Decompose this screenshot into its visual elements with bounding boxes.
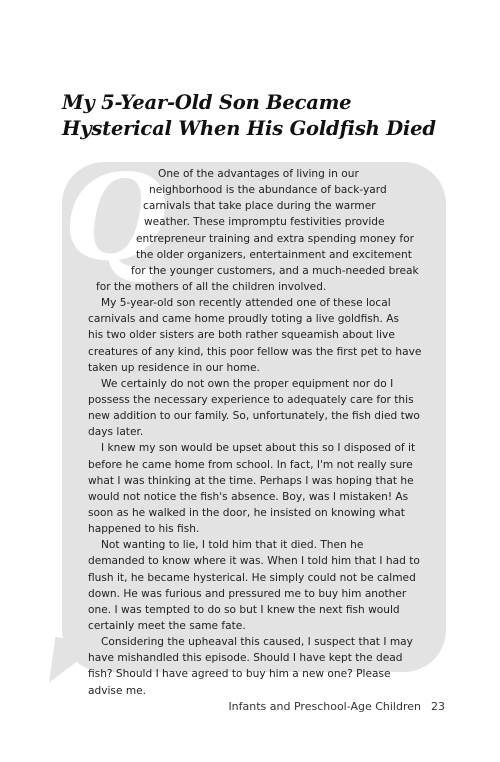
body-line: for the mothers of all the children involved. [96, 280, 327, 293]
body-line: taken up residence in our home. [88, 361, 260, 374]
question-body-text [76, 166, 428, 699]
body-line: creatures of any kind, this poor fellow was the first pet to have [88, 345, 422, 358]
body-line: fish? Should I have agreed to buy him a new one? Please [88, 668, 391, 681]
body-line: advise me. [88, 684, 147, 697]
body-line: One of the advantages of living in our [158, 168, 359, 180]
body-line: before he came home from school. In fact, I'm not really sure [88, 458, 413, 471]
body-line: entrepreneur training and extra spending money for [136, 232, 414, 245]
body-line: days later. [88, 426, 144, 439]
body-line: his two older sisters are both rather squeamish about live [88, 329, 395, 342]
body-line: demanded to know where it was. When I told him that I had to [88, 555, 420, 568]
body-line: soon as he walked in the door, he insisted on knowing what [88, 506, 405, 519]
body-line: would not notice the fish's absence. Boy, was I mistaken! As [88, 490, 409, 503]
body-line: flush it, he became hysterical. He simply could not be calmed [88, 571, 416, 584]
body-line: Considering the upheaval this caused, I suspect that I may [101, 636, 413, 649]
body-line: happened to his fish. [88, 523, 200, 536]
title-line-2: Hysterical When His Goldfish Died [62, 117, 436, 140]
body-line: We certainly do not own the proper equipment nor do I [101, 377, 394, 390]
page-number: 23 [431, 700, 445, 713]
body-line: carnivals that take place during the warmer [143, 200, 376, 213]
footer-section-title: Infants and Preschool-Age Children [228, 700, 421, 713]
body-line: one. I was tempted to do so but I knew the next fish would [88, 603, 400, 616]
body-line: the older organizers, entertainment and excitement [136, 248, 412, 261]
body-line: carnivals and came home proudly toting a live goldfish. As [88, 313, 400, 326]
body-line: new addition to our family. So, unfortunately, the fish died two [88, 410, 420, 423]
body-line: neighborhood is the abundance of back-yard [149, 184, 387, 197]
body-line: for the younger customers, and a much-needed break [131, 264, 419, 277]
body-line: Not wanting to lie, I told him that it died. Then he [101, 539, 364, 552]
page-footer [200, 700, 445, 713]
body-line: My 5-year-old son recently attended one of these local [101, 297, 391, 310]
body-line: what I was thinking at the time. Perhaps I was hoping that he [88, 474, 414, 487]
body-line: down. He was furious and pressured me to buy him another [88, 587, 407, 600]
body-line: have mishandled this episode. Should I have kept the dead [88, 652, 403, 665]
drop-cap-q: Q [64, 148, 167, 287]
body-line: possess the necessary experience to adequately care for this [88, 393, 414, 406]
article-title [62, 90, 462, 142]
title-line-1: My 5-Year-Old Son Became [62, 91, 352, 114]
body-line: certainly meet the same fate. [88, 619, 246, 632]
body-line: I knew my son would be upset about this so I disposed of it [101, 442, 416, 455]
body-line: weather. These impromptu festivities provide [144, 216, 385, 229]
